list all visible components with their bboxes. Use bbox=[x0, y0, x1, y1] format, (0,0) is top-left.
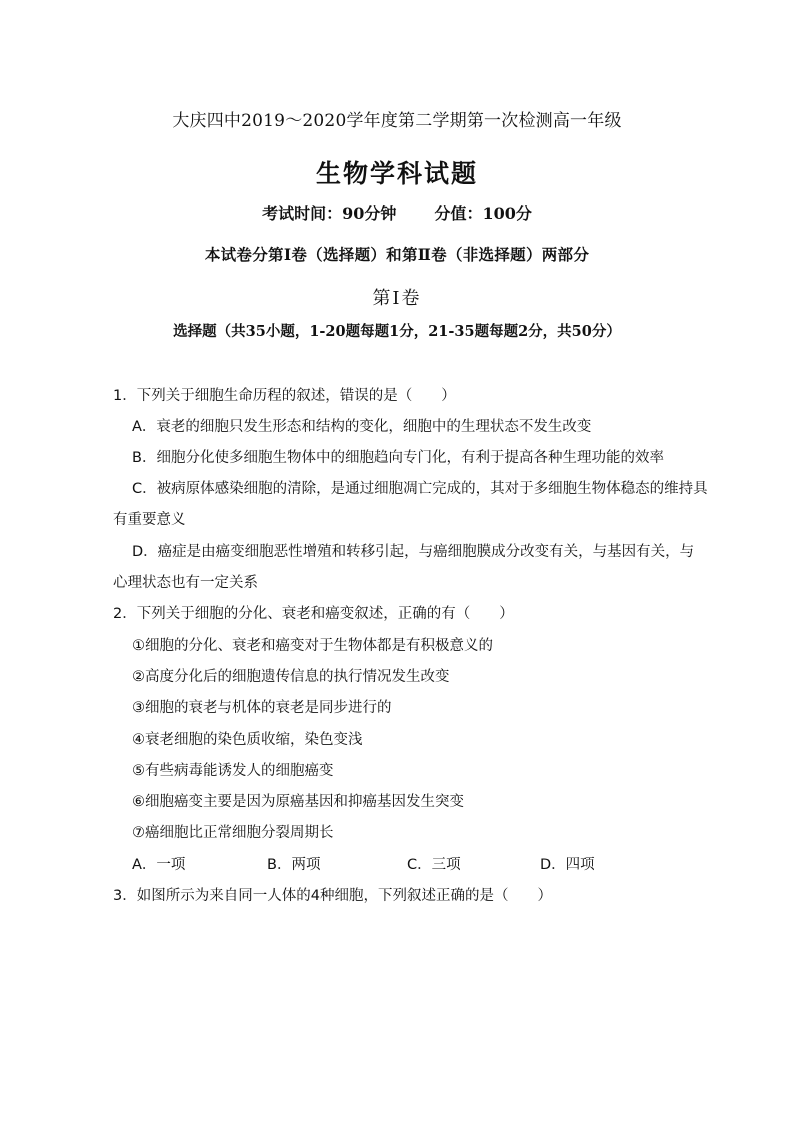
question-1-option-d: D．癌症是由癌变细胞恶性增殖和转移引起，与癌细胞膜成分改变有关，与基因有关，与 bbox=[132, 544, 695, 560]
school-line: 大庆四中2019～2020学年度第二学期第一次检测高一年级 bbox=[172, 111, 622, 131]
exam-info bbox=[0, 201, 794, 224]
question-2-option-b: B．两项 bbox=[267, 857, 321, 873]
question-1-option-d-cont: 心理状态也有一定关系 bbox=[113, 575, 258, 591]
question-1-option-b: B．细胞分化使多细胞生物体中的细胞趋向专门化，有利于提高各种生理功能的效率 bbox=[132, 450, 664, 466]
exam-time: 考试时间：90分钟 bbox=[262, 204, 397, 223]
page-title: 生物学科试题 bbox=[315, 159, 478, 188]
question-2-item: ②高度分化后的细胞遗传信息的执行情况发生改变 bbox=[132, 669, 450, 685]
exam-score: 分值：100分 bbox=[434, 204, 532, 223]
question-2-stem: 2．下列关于细胞的分化、衰老和癌变叙述，正确的有（ ） bbox=[113, 606, 514, 622]
question-1-option-a: A．衰老的细胞只发生形态和结构的变化，细胞中的生理状态不发生改变 bbox=[132, 419, 592, 435]
question-2-option-c: C．三项 bbox=[407, 857, 461, 873]
question-2-item: ⑥细胞癌变主要是因为原癌基因和抑癌基因发生突变 bbox=[132, 794, 464, 810]
question-2-item: ①细胞的分化、衰老和癌变对于生物体都是有积极意义的 bbox=[132, 638, 493, 654]
question-2-option-d: D．四项 bbox=[540, 857, 595, 873]
question-3-stem: 3．如图所示为来自同一人体的4种细胞，下列叙述正确的是（ ） bbox=[113, 888, 552, 904]
section-instruction: 选择题（共35小题，1-20题每题1分，21-35题每题2分，共50分） bbox=[173, 323, 621, 340]
question-2-item: ③细胞的衰老与机体的衰老是同步进行的 bbox=[132, 700, 392, 716]
section-title: 第Ⅰ卷 bbox=[372, 288, 422, 309]
parts-note: 本试卷分第Ⅰ卷（选择题）和第Ⅱ卷（非选择题）两部分 bbox=[204, 245, 590, 264]
question-2-item: ④衰老细胞的染色质收缩，染色变浅 bbox=[132, 732, 363, 748]
question-2-item: ⑤有些病毒能诱发人的细胞癌变 bbox=[132, 763, 334, 779]
question-2-option-a: A．一项 bbox=[132, 857, 186, 873]
question-1-option-c-cont: 有重要意义 bbox=[113, 512, 186, 528]
question-1-option-c: C．被病原体感染细胞的清除，是通过细胞凋亡完成的，其对于多细胞生物体稳态的维持具 bbox=[132, 481, 708, 497]
question-1-stem: 1．下列关于细胞生命历程的叙述，错误的是（ ） bbox=[113, 388, 456, 404]
question-2-item: ⑦癌细胞比正常细胞分裂周期长 bbox=[132, 825, 334, 841]
